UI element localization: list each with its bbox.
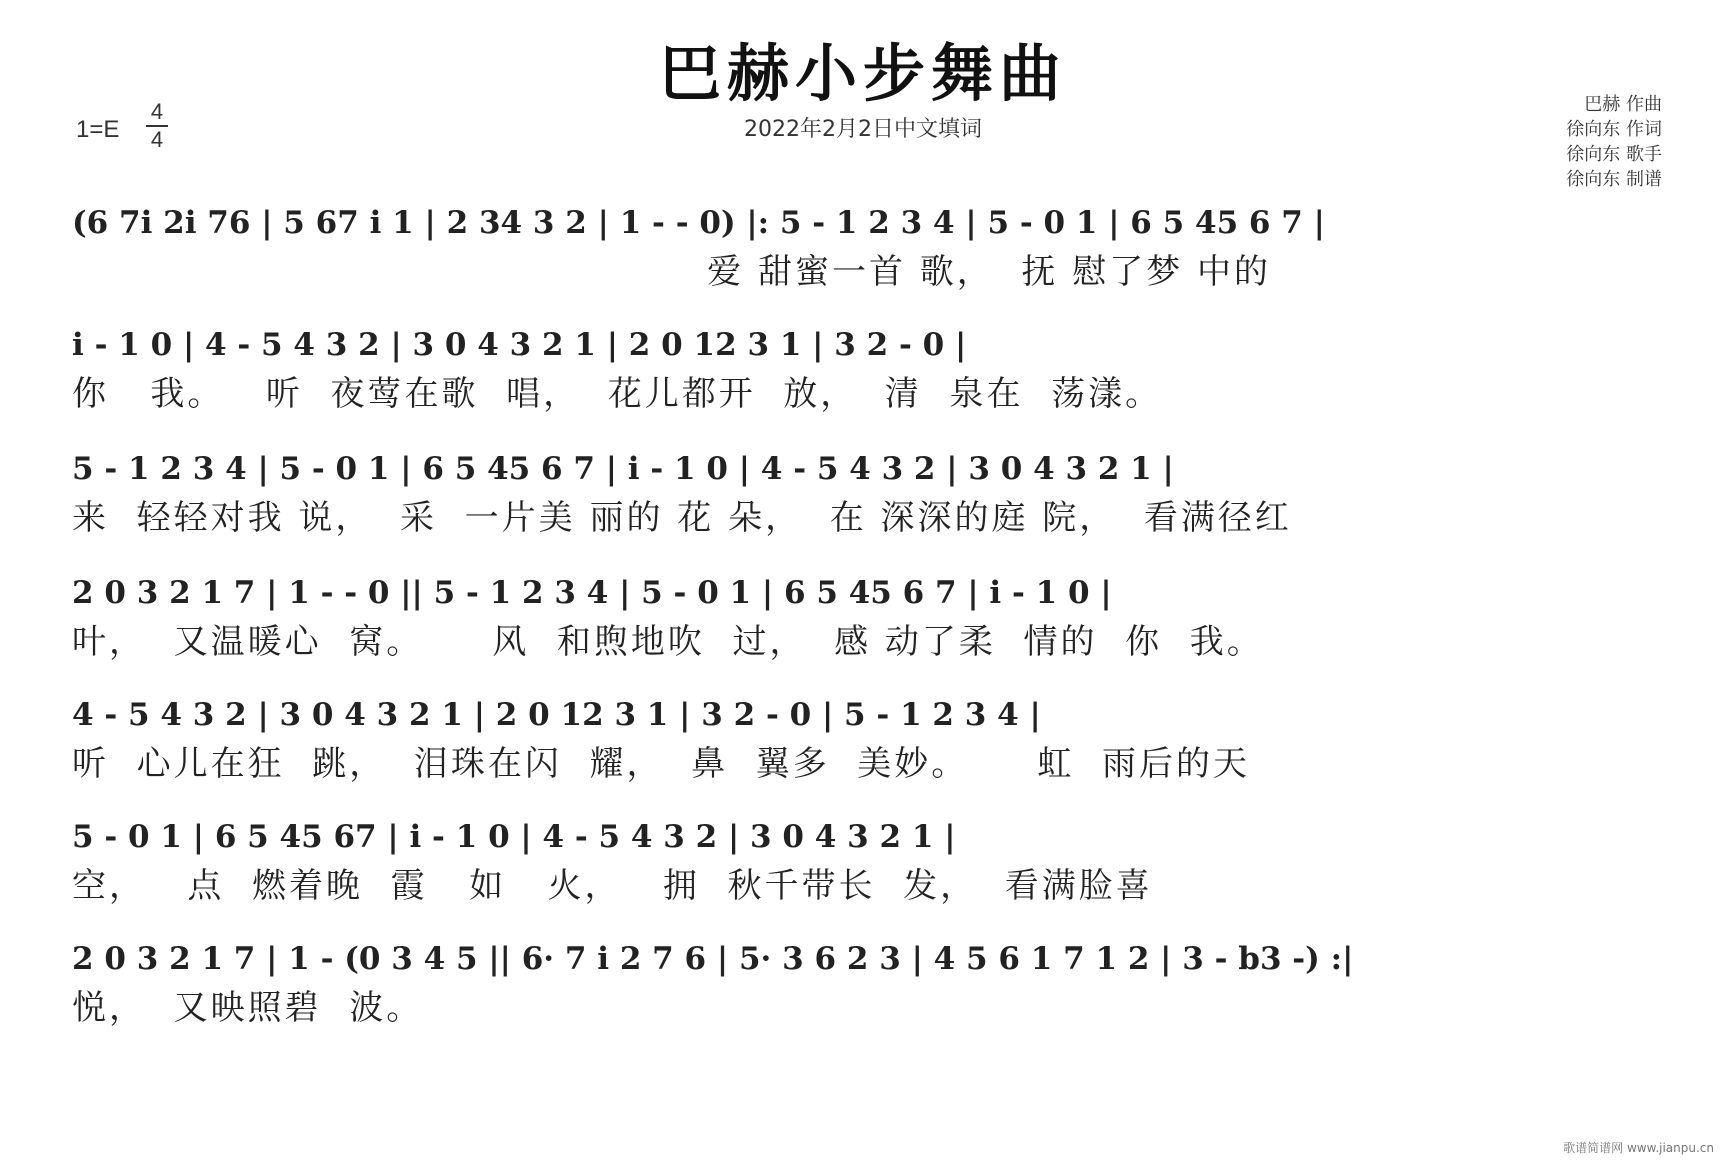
lyric-line: 悦， 又映照碧 波。 <box>72 988 424 1028</box>
time-signature <box>146 100 168 152</box>
credit-composer: 巴赫 作曲 <box>1584 94 1662 115</box>
notation-line: 4 - 5 4 3 2 | 3 0 4 3 2 1 | 2 0 12 3 1 | 3 2 - 0 | 5 - 1 2 3 4 | <box>72 697 1041 733</box>
meter-bottom: 4 <box>150 127 164 152</box>
credit-singer: 徐向东 歌手 <box>1566 144 1662 165</box>
score-line-4 <box>72 568 1662 666</box>
score-line-3 <box>72 444 1662 542</box>
credits <box>1566 92 1662 192</box>
lyric-line: 叶， 又温暖心 窝。 风 和煦地吹 过， 感 动了柔 情的 你 我。 <box>72 622 1264 662</box>
credit-transcriber: 徐向东 制谱 <box>1566 169 1662 190</box>
notation-line: (6 7i 2i 76 | 5 67 i 1 | 2 34 3 2 | 1 - - 0) |: 5 - 1 2 3 4 | 5 - 0 1 | 6 5 45 6 7 | <box>72 205 1325 241</box>
notation-line: 5 - 1 2 3 4 | 5 - 0 1 | 6 5 45 6 7 | i - 1 0 | 4 - 5 4 3 2 | 3 0 4 3 2 1 | <box>72 451 1174 487</box>
notation-line: 5 - 0 1 | 6 5 45 67 | i - 1 0 | 4 - 5 4 3 2 | 3 0 4 3 2 1 | <box>72 819 956 855</box>
watermark: 歌谱简谱网 www.jianpu.cn <box>1563 1141 1714 1155</box>
score-line-7 <box>72 934 1662 1032</box>
lyric-line: 你 我。 听 夜莺在歌 唱， 花儿都开 放， 清 泉在 荡漾。 <box>72 374 1163 414</box>
meter-top: 4 <box>150 99 164 124</box>
score-line-1 <box>72 198 1662 296</box>
lyric-line: 爱 甜蜜一首 歌， 抚 慰了梦 中的 <box>72 252 1271 292</box>
score-line-2 <box>72 320 1662 418</box>
lyric-line: 来 轻轻对我 说， 采 一片美 丽的 花 朵， 在 深深的庭 院， 看满径红 <box>72 498 1292 538</box>
notation-line: 2 0 3 2 1 7 | 1 - (0 3 4 5 || 6· 7 i 2 7 6 | 5· 3 6 2 3 | 4 5 6 1 7 1 2 | 3 - b3 -) :| <box>72 941 1354 977</box>
subtitle: 2022年2月2日中文填词 <box>744 117 982 142</box>
song-title: 巴赫小步舞曲 <box>658 37 1067 110</box>
key-signature: 1=E <box>76 116 120 143</box>
score-line-5 <box>72 690 1662 788</box>
lyric-line: 听 心儿在狂 跳， 泪珠在闪 耀， 鼻 翼多 美妙。 虹 雨后的天 <box>72 744 1250 784</box>
notation-line: 2 0 3 2 1 7 | 1 - - 0 || 5 - 1 2 3 4 | 5 - 0 1 | 6 5 45 6 7 | i - 1 0 | <box>72 575 1112 611</box>
notation-line: i - 1 0 | 4 - 5 4 3 2 | 3 0 4 3 2 1 | 2 0 12 3 1 | 3 2 - 0 | <box>72 327 967 363</box>
score-line-6 <box>72 812 1662 910</box>
credit-lyricist: 徐向东 作词 <box>1566 119 1662 140</box>
lyric-line: 空， 点 燃着晚 霞 如 火， 拥 秋千带长 发， 看满脸喜 <box>72 866 1153 906</box>
